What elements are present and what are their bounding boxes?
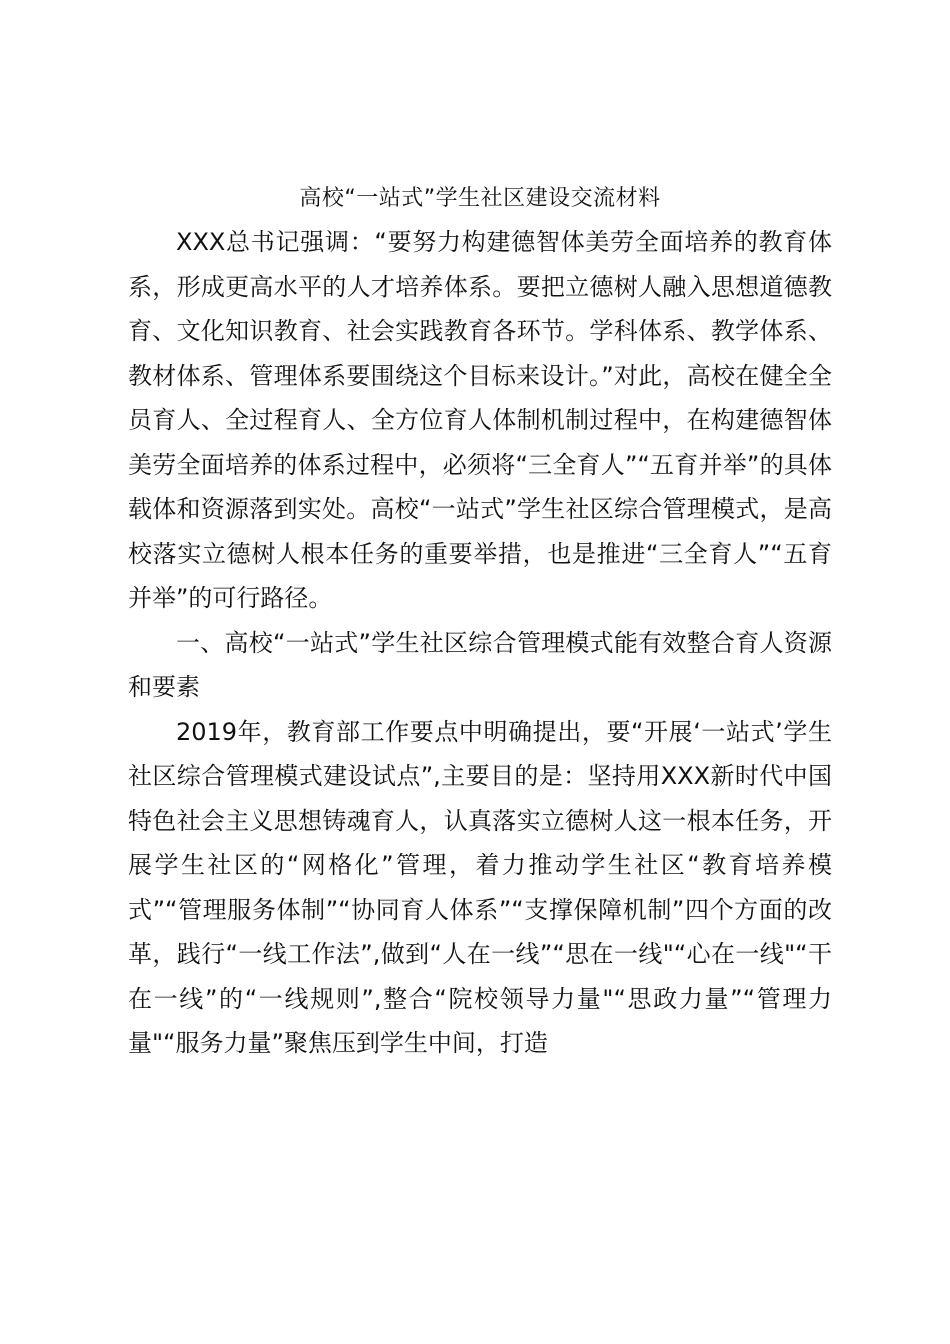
section-heading-1: 一、高校“一站式”学生社区综合管理模式能有效整合育人资源和要素: [128, 628, 832, 701]
paragraph-section-1: 2019年，教育部工作要点中明确提出，要“开展‘一站式’学生社区综合管理模式建设试点”,主要目的是：坚持用XXX新时代中国特色社会主义思想铸魂育人，认真落实立德树人这一根本任务，开展学生社区的“网格化”管理，着力推动学生社区“教育培养模式”“管理服务体制”“协同育人体系”“支撑保障机制”四个方面的改革，践行“一线工作法”,做到“人在一线”“思在一线"“心在一线"“干在一线”的“一线规则”,整合“院校领导力量"“思政力量”“管理力量"“服务力量”聚焦压到学生中间，打造: [128, 717, 832, 1057]
paragraph-intro: XXX总书记强调：“要努力构建德智体美劳全面培养的教育体系，形成更高水平的人才培养体系。要把立德树人融入思想道德教育、文化知识教育、社会实践教育各环节。学科体系、教学体系、教材体系、管理体系要围绕这个目标来设计。”对此，高校在健全全员育人、全过程育人、全方位育人体制机制过程中，在构建德智体美劳全面培养的体系过程中，必须将“三全育人”“五育并举”的具体载体和资源落到实处。高校“一站式”学生社区综合管理模式，是高校落实立德树人根本任务的重要举措，也是推进“三全育人”“五育并举”的可行路径。: [128, 228, 832, 612]
document-page: [128, 184, 832, 1066]
document-title: 高校“一站式”学生社区建设交流材料: [299, 186, 661, 211]
